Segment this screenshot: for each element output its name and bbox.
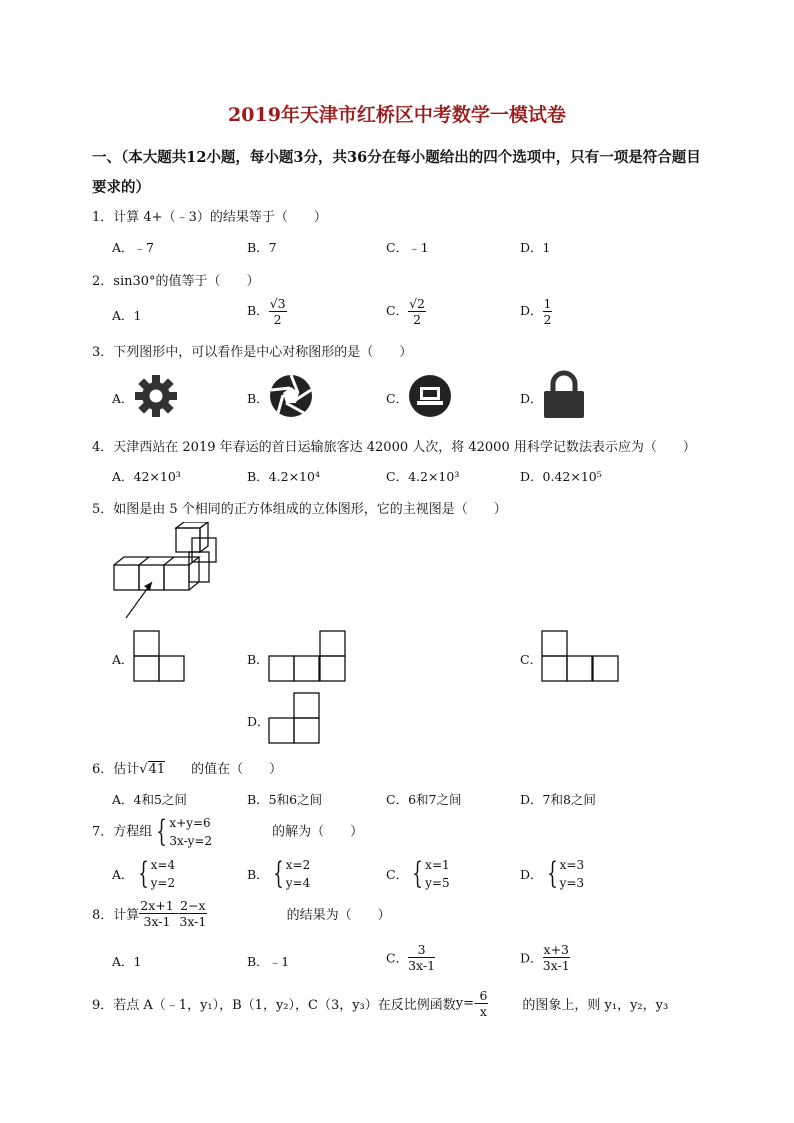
q7-option-d-label: D．: [520, 867, 543, 882]
q4-option-a[interactable]: A．42×10³: [112, 469, 181, 484]
q9-neg: -: [474, 996, 479, 1011]
q5-option-b-label[interactable]: B．: [247, 652, 269, 667]
q7-brace: {: [156, 814, 168, 849]
q7-option-a-label: A．: [112, 867, 134, 882]
q2-d-numerator: 1: [543, 296, 552, 311]
q9-numerator: 6: [479, 988, 488, 1003]
q8-option-d-fraction: [543, 942, 570, 973]
q7-c-y: y=5: [425, 876, 450, 890]
q8-option-a[interactable]: [112, 952, 141, 970]
q2-d-denominator: 2: [543, 312, 552, 327]
q3-option-a-label[interactable]: A．: [112, 391, 134, 406]
q6-option-b[interactable]: B．5和6之间: [247, 792, 323, 807]
q7-a-x: x=4: [150, 858, 176, 872]
section-heading: [92, 143, 701, 203]
q7-b-y: y=4: [285, 876, 311, 890]
q7-a-brace: {: [137, 856, 149, 891]
q8-c-denominator: 3x-1: [408, 958, 436, 973]
q8-option-a-value: 1: [133, 954, 142, 969]
q7-option-b[interactable]: [247, 856, 310, 892]
q6-option-c[interactable]: C．6和7之间: [386, 792, 462, 807]
q2-c-denominator: 2: [413, 312, 422, 327]
q5-option-c-label[interactable]: C．: [520, 652, 543, 667]
question-4-stem: 4．天津西站在 2019 年春运的首日运输旅客达 42000 人次，将 42000 用科学记数法表示应为（ ）: [92, 440, 696, 455]
cube-solid-figure: [110, 522, 220, 622]
q7-b-x: x=2: [285, 858, 311, 872]
q7-a-system: [151, 856, 175, 892]
q8-stem-post: 的结果为（ ）: [286, 908, 391, 923]
q8-option-b-value: ﹣1: [268, 954, 290, 969]
q9-stem-post: 的图象上，则 y₁，y₂，y₃: [522, 998, 669, 1013]
q8-f1-denominator: 3x-1: [143, 914, 171, 929]
q2-b-numerator: √3: [269, 296, 286, 311]
q8-option-d[interactable]: [520, 942, 570, 973]
q8-option-c-label: C．: [386, 950, 409, 966]
q8-f2-denominator: 3x-1: [179, 914, 207, 929]
q7-option-c[interactable]: [386, 856, 450, 892]
q8-minus: -: [174, 906, 180, 921]
q1-option-c[interactable]: C．﹣1: [386, 240, 429, 255]
q7-a-y: y=2: [150, 876, 176, 890]
q7-d-system: [560, 856, 584, 892]
gear-icon[interactable]: [133, 373, 179, 419]
q7-eq2: 3x-y=2: [169, 834, 213, 848]
q9-fraction: [478, 988, 488, 1019]
q2-option-b[interactable]: [247, 296, 287, 327]
q8-f2-numerator: 2−x: [180, 898, 206, 913]
q1-option-a[interactable]: A．﹣7: [112, 240, 154, 255]
q2-option-a-value: 1: [133, 308, 142, 323]
q2-option-d[interactable]: [520, 296, 552, 327]
q2-option-b-label: B．: [247, 303, 269, 318]
q7-d-x: x=3: [559, 858, 585, 872]
q8-stem-pre: 8．计算: [92, 908, 140, 923]
q8-option-d-label: D．: [520, 950, 543, 966]
q5-option-d-label[interactable]: D．: [247, 714, 270, 729]
q3-option-d-label[interactable]: D．: [520, 391, 543, 406]
q2-option-a-label: A．: [112, 308, 134, 323]
section-heading-line2: 要求的）: [92, 179, 150, 196]
q2-option-c[interactable]: [386, 296, 426, 327]
q7-option-a[interactable]: [112, 856, 175, 892]
q7-option-c-label: C．: [386, 867, 409, 882]
q8-option-c-fraction: [408, 942, 435, 973]
q8-f1-numerator: 2x+1: [140, 898, 174, 913]
aperture-icon[interactable]: [268, 373, 314, 419]
q7-c-brace: {: [412, 856, 423, 891]
q7-d-brace: {: [546, 856, 558, 891]
q4-option-b[interactable]: B．4.2×10⁴: [247, 469, 320, 484]
q2-c-numerator: √2: [409, 296, 425, 311]
q2-option-c-fraction: [408, 296, 426, 327]
q9-denominator: x: [479, 1004, 487, 1019]
q2-option-a[interactable]: [112, 306, 141, 324]
question-8-stem: [92, 898, 391, 929]
q9-y-eq: y=: [455, 996, 475, 1011]
q7-eq1: x+y=6: [169, 816, 211, 830]
q7-c-x: x=1: [425, 858, 450, 872]
q8-option-a-label: A．: [112, 954, 134, 969]
q7-stem-pre: 7．方程组: [92, 824, 153, 840]
q8-fraction-1: [139, 898, 174, 929]
question-1-stem: 1．计算 4+（﹣3）的结果等于（ ）: [92, 210, 327, 225]
q5-option-c-view[interactable]: [541, 630, 621, 682]
q4-option-d[interactable]: D．0.42×10⁵: [520, 469, 602, 484]
question-7-stem: [92, 814, 363, 850]
q2-b-denominator: 2: [273, 312, 282, 327]
question-9-stem: [92, 988, 668, 1019]
q5-option-a-view[interactable]: [133, 630, 187, 682]
q8-d-numerator: x+3: [543, 942, 570, 957]
q6-sqrt: √41: [139, 762, 166, 777]
q2-option-d-label: D．: [520, 303, 543, 318]
question-2-stem: 2．sin30°的值等于（ ）: [92, 274, 260, 289]
page-title: 2019年天津市红桥区中考数学一模试卷: [228, 104, 566, 126]
q7-option-b-label: B．: [247, 867, 269, 882]
question-3-stem: 3．下列图形中，可以看作是中心对称图形的是（ ）: [92, 345, 413, 360]
q7-b-system: [286, 856, 310, 892]
q6-option-a[interactable]: A．4和5之间: [112, 792, 187, 807]
q7-option-d[interactable]: [520, 856, 584, 892]
q9-stem-pre: 9．若点 A（﹣1，y₁），B（1，y₂），C（3，y₃）在反比例函数: [92, 998, 456, 1013]
q3-option-b-label[interactable]: B．: [247, 391, 269, 406]
q6-option-d[interactable]: D．7和8之间: [520, 792, 596, 807]
q1-option-d[interactable]: D．1: [520, 240, 551, 255]
q6-radicand: 41: [148, 762, 166, 777]
q7-stem-post: 的解为（ ）: [272, 824, 364, 840]
q3-option-c-label[interactable]: C．: [386, 391, 409, 406]
laptop-icon[interactable]: [407, 373, 453, 419]
q8-fraction-2: [179, 898, 206, 929]
q5-option-a-label[interactable]: A．: [112, 652, 134, 667]
q2-option-c-label: C．: [386, 303, 409, 318]
q2-option-b-fraction: [269, 296, 287, 327]
q8-d-denominator: 3x-1: [542, 958, 570, 973]
q8-c-numerator: 3: [408, 942, 435, 958]
q4-option-c[interactable]: C．4.2×10³: [386, 469, 460, 484]
q7-system: [169, 814, 212, 850]
q8-option-c[interactable]: [386, 942, 435, 973]
question-5-stem: 5．如图是由 5 个相同的正方体组成的立体图形，它的主视图是（ ）: [92, 502, 507, 517]
q6-stem-pre: 6．估计: [92, 762, 140, 777]
q6-stem-post: 的值在（ ）: [191, 762, 283, 777]
section-heading-line1: 一、（本大题共12小题，每小题3分，共36分在每小题给出的四个选项中，只有一项是符合题目: [92, 149, 701, 166]
lock-icon[interactable]: [541, 370, 587, 420]
q2-option-d-fraction: [543, 296, 553, 327]
q7-c-system: [425, 856, 449, 892]
q7-b-brace: {: [272, 856, 284, 891]
q5-option-b-view[interactable]: [268, 630, 348, 682]
q7-d-y: y=3: [559, 876, 585, 890]
q8-option-b-label: B．: [247, 954, 269, 969]
question-6-stem: [92, 758, 282, 777]
q8-option-b[interactable]: [247, 952, 289, 970]
q1-option-b[interactable]: B．7: [247, 240, 277, 255]
q5-option-d-view[interactable]: [268, 692, 322, 744]
